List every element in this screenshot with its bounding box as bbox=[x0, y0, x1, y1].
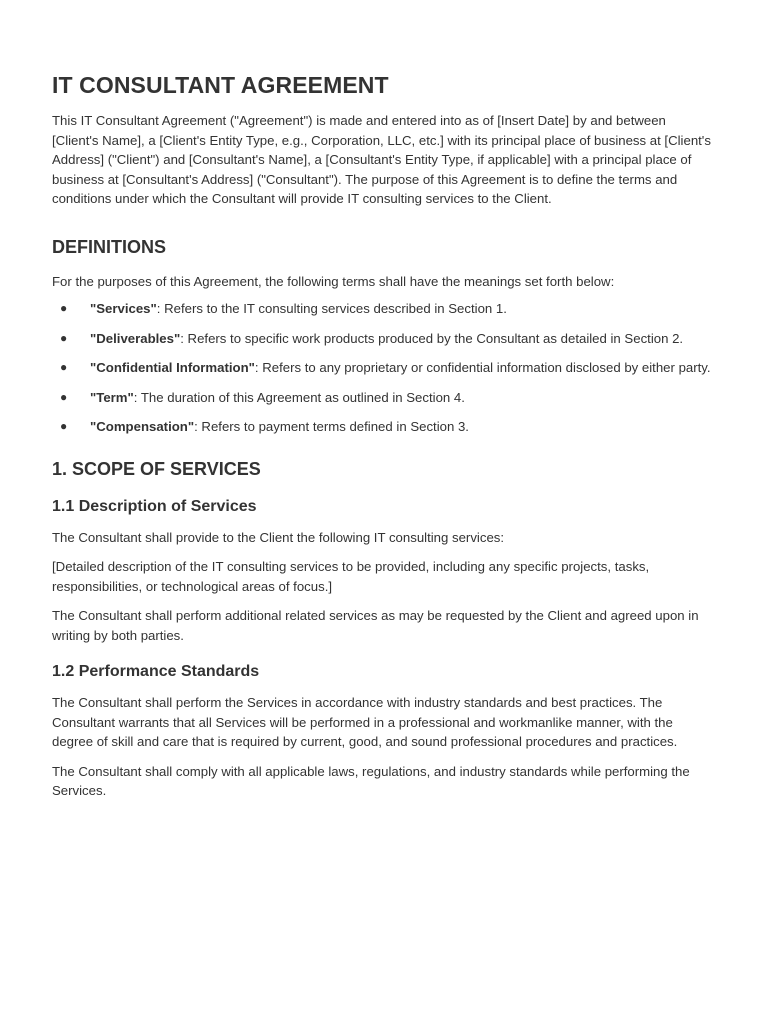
document-title: IT CONSULTANT AGREEMENT bbox=[52, 72, 389, 98]
description-heading: 1.1 Description of Services bbox=[52, 497, 257, 515]
definitions-lead: For the purposes of this Agreement, the following terms shall have the meanings set forth below: bbox=[52, 273, 615, 289]
definition-text: : Refers to the IT consulting services described in Section 1. bbox=[156, 301, 507, 316]
bullet-icon: ● bbox=[60, 389, 68, 404]
list-item bbox=[52, 329, 714, 349]
list-item bbox=[52, 388, 714, 408]
performance-heading: 1.2 Performance Standards bbox=[52, 663, 260, 680]
definition-text: : Refers to specific work products produced by the Consultant as detailed in Section 2. bbox=[180, 330, 684, 346]
description-paragraph-1: The Consultant shall provide to the Client the following IT consulting services: bbox=[52, 529, 505, 545]
description-paragraph-3: The Consultant shall perform additional related services as may be requested by the Client and agreed upon in writing by both parties. bbox=[52, 608, 699, 643]
bullet-icon: ● bbox=[60, 301, 68, 315]
intro-paragraph: This IT Consultant Agreement ("Agreement") is made and entered into as of [Insert Date] by and between [Client's Name], a [Client's Entity Type, e.g., Corporation, LLC, etc.] with its principal place of business at [Client's Address] ("Client") and [Consultant's Name], a [Consultant's Entity Type, if applicable] with a principal place of business at [Consultant's Address] ("Consultant"). The purpose of this Agreement is to define the terms and conditions under which the Consultant will provide IT consulting services to the Client. bbox=[52, 113, 711, 206]
list-item bbox=[52, 358, 714, 378]
definitions-list bbox=[52, 299, 714, 437]
definitions-heading: DEFINITIONS bbox=[52, 236, 167, 257]
bullet-icon: ● bbox=[60, 330, 68, 345]
definition-text: : Refers to payment terms defined in Section 3. bbox=[194, 419, 469, 434]
bullet-icon: ● bbox=[60, 360, 68, 374]
performance-paragraph-1: The Consultant shall perform the Services in accordance with industry standards and best practices. The Consultant warrants that all Services will be performed in a professional and workmanlike manner, with the degree of skill and care that is required by current, good, and sound professional procedures and practices. bbox=[52, 695, 678, 749]
definition-text: : The duration of this Agreement as outlined in Section 4. bbox=[133, 389, 465, 405]
bullet-icon: ● bbox=[60, 419, 68, 433]
definition-term: "Compensation" bbox=[90, 419, 195, 434]
definition-term: "Deliverables" bbox=[90, 330, 181, 346]
list-item bbox=[52, 417, 714, 437]
performance-paragraph-2: The Consultant shall comply with all applicable laws, regulations, and industry standards while performing the Services. bbox=[52, 763, 690, 798]
list-item bbox=[52, 299, 714, 319]
definition-term: "Term" bbox=[90, 389, 134, 405]
scope-heading: 1. SCOPE OF SERVICES bbox=[52, 458, 261, 479]
description-paragraph-2: [Detailed description of the IT consulting services to be provided, including any specific projects, tasks, responsibilities, or technological areas of focus.] bbox=[52, 559, 650, 594]
definition-text: : Refers to any proprietary or confidential information disclosed by either party. bbox=[254, 360, 711, 375]
definition-term: "Services" bbox=[90, 301, 157, 316]
definition-term: "Confidential Information" bbox=[90, 360, 255, 375]
